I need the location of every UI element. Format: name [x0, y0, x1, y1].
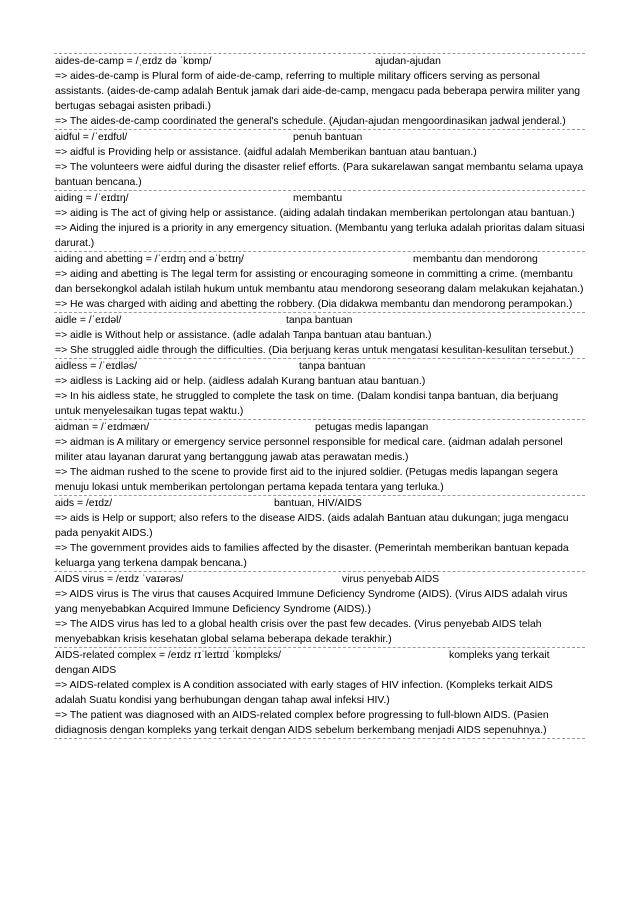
translation: tanpa bantuan	[299, 361, 366, 372]
entry-aidful	[54, 129, 585, 190]
entry-header	[55, 130, 585, 145]
translation: bantuan, HIV/AIDS	[274, 498, 362, 509]
example: => In his aidless state, he struggled to complete the task on time. (Dalam kondisi tanpa bantuan, dia berjuang untuk menyelesaikan tugas tepat waktu.)	[55, 391, 559, 417]
example: => The government provides aids to families affected by the disaster. (Pemerintah memberikan bantuan kepada keluarga yang terkena dampak bencana.)	[55, 543, 569, 569]
translation: petugas medis lapangan	[315, 422, 429, 433]
headword: aiding = /ˈeɪdɪŋ/	[55, 193, 129, 204]
headword: aidless = /ˈeɪdləs/	[55, 361, 137, 372]
example: => Aiding the injured is a priority in any emergency situation. (Membantu yang terluka adalah prioritas dalam situasi darurat.)	[55, 223, 585, 249]
translation: membantu	[293, 193, 343, 204]
translation: ajudan-ajudan	[375, 56, 441, 67]
entry-header	[55, 54, 585, 69]
translation-continuation: dengan AIDS	[55, 665, 117, 676]
example: => The aides-de-camp coordinated the general's schedule. (Ajudan-ajudan mengoordinasikan jadwal jenderal.)	[55, 116, 566, 127]
definition: => aidful is Providing help or assistance. (aidful adalah Memberikan bantuan atau bantuan.)	[55, 147, 477, 158]
headword: aidful = /ˈeɪdfʊl/	[55, 132, 128, 143]
definition: => aides-de-camp is Plural form of aide-de-camp, referring to multiple military officers serving as personal assistants. (aides-de-camp adalah Bentuk jamak dari aide-de-camp, mengacu pada beberapa perwira militer yang bertugas sebagai asisten pribadi.)	[55, 71, 581, 112]
definition: => AIDS virus is The virus that causes Acquired Immune Deficiency Syndrome (AIDS). (Virus AIDS adalah virus yang menyebabkan Acquired Immune Deficiency Syndrome (AIDS).)	[55, 589, 568, 615]
translation: kompleks yang terkait	[449, 650, 550, 661]
definition: => aiding and abetting is The legal term for assisting or encouraging someone in committing a crime. (membantu dan bersekongkol adalah istilah hukum untuk membantu atau mendorong seseorang dalam melakukan kejahatan.)	[55, 269, 584, 295]
definition: => aiding is The act of giving help or assistance. (aiding adalah tindakan memberikan pertolongan atau bantuan.)	[55, 208, 575, 219]
headword: aidman = /ˈeɪdmæn/	[55, 422, 150, 433]
example: => The volunteers were aidful during the disaster relief efforts. (Para sukarelawan sangat membantu selama upaya bantuan bencana.)	[55, 162, 584, 188]
headword: aides-de-camp = /ˌeɪdz də ˈkɒmp/	[55, 56, 212, 67]
entry-aidman	[54, 419, 585, 495]
example: => He was charged with aiding and abetting the robbery. (Dia didakwa membantu dan mendorong perampokan.)	[55, 299, 573, 310]
definition: => AIDS-related complex is A condition associated with early stages of HIV infection. (Kompleks terkait AIDS adalah Suatu kondisi yang berhubungan dengan tahap awal infeksi HIV.)	[55, 680, 553, 706]
entry-header	[55, 420, 585, 435]
entry-aids	[54, 495, 585, 571]
headword: AIDS virus = /eɪdz ˈvaɪərəs/	[55, 574, 184, 585]
translation: penuh bantuan	[293, 132, 363, 143]
entry-aidless	[54, 358, 585, 419]
headword: AIDS-related complex = /eɪdz rɪˈleɪtɪd ˈkɒmplɛks/	[55, 650, 282, 661]
entry-aiding	[54, 190, 585, 251]
headword: aiding and abetting = /ˈeɪdɪŋ ənd əˈbɛtɪŋ/	[55, 254, 244, 265]
entry-aides-de-camp	[54, 53, 585, 129]
entry-header	[55, 313, 585, 328]
entry-header	[55, 191, 585, 206]
entry-aiding-and-abetting	[54, 251, 585, 312]
entry-header	[55, 252, 585, 267]
definition: => aids is Help or support; also refers to the disease AIDS. (aids adalah Bantuan atau dukungan; juga mengacu pada penyakit AIDS.)	[55, 513, 569, 539]
example: => She struggled aidle through the difficulties. (Dia berjuang keras untuk mengatasi kesulitan-kesulitan tersebut.)	[55, 345, 574, 356]
entry-aidle	[54, 312, 585, 358]
headword: aids = /eɪdz/	[55, 498, 113, 509]
entry-header	[55, 572, 585, 587]
translation: tanpa bantuan	[286, 315, 353, 326]
example: => The aidman rushed to the scene to provide first aid to the injured soldier. (Petugas medis lapangan segera menuju lokasi untuk memberikan pertolongan pertama kepada tentara yang terluka.)	[55, 467, 558, 493]
definition: => aidless is Lacking aid or help. (aidless adalah Kurang bantuan atau bantuan.)	[55, 376, 426, 387]
entry-header	[55, 496, 585, 511]
headword: aidle = /ˈeɪdəl/	[55, 315, 122, 326]
entry-header	[55, 648, 585, 663]
entry-aids-related-complex	[54, 647, 585, 739]
example: => The patient was diagnosed with an AIDS-related complex before progressing to full-blown AIDS. (Pasien didiagnosis dengan kompleks yang terkait dengan AIDS sebelum berkembang menjadi AIDS sepenuhnya.)	[55, 710, 549, 736]
definition: => aidle is Without help or assistance. (adle adalah Tanpa bantuan atau bantuan.)	[55, 330, 432, 341]
dictionary-page	[54, 53, 585, 739]
example: => The AIDS virus has led to a global health crisis over the past few decades. (Virus penyebab AIDS telah menyebabkan krisis kesehatan global selama beberapa dekade terakhir.)	[55, 619, 542, 645]
entry-header	[55, 359, 585, 374]
translation: membantu dan mendorong	[413, 254, 538, 265]
definition: => aidman is A military or emergency service personnel responsible for medical care. (aidman adalah personel militer atau layanan darurat yang bertanggung jawab atas perawatan medis.)	[55, 437, 563, 463]
translation: virus penyebab AIDS	[342, 574, 440, 585]
entry-aids-virus	[54, 571, 585, 647]
